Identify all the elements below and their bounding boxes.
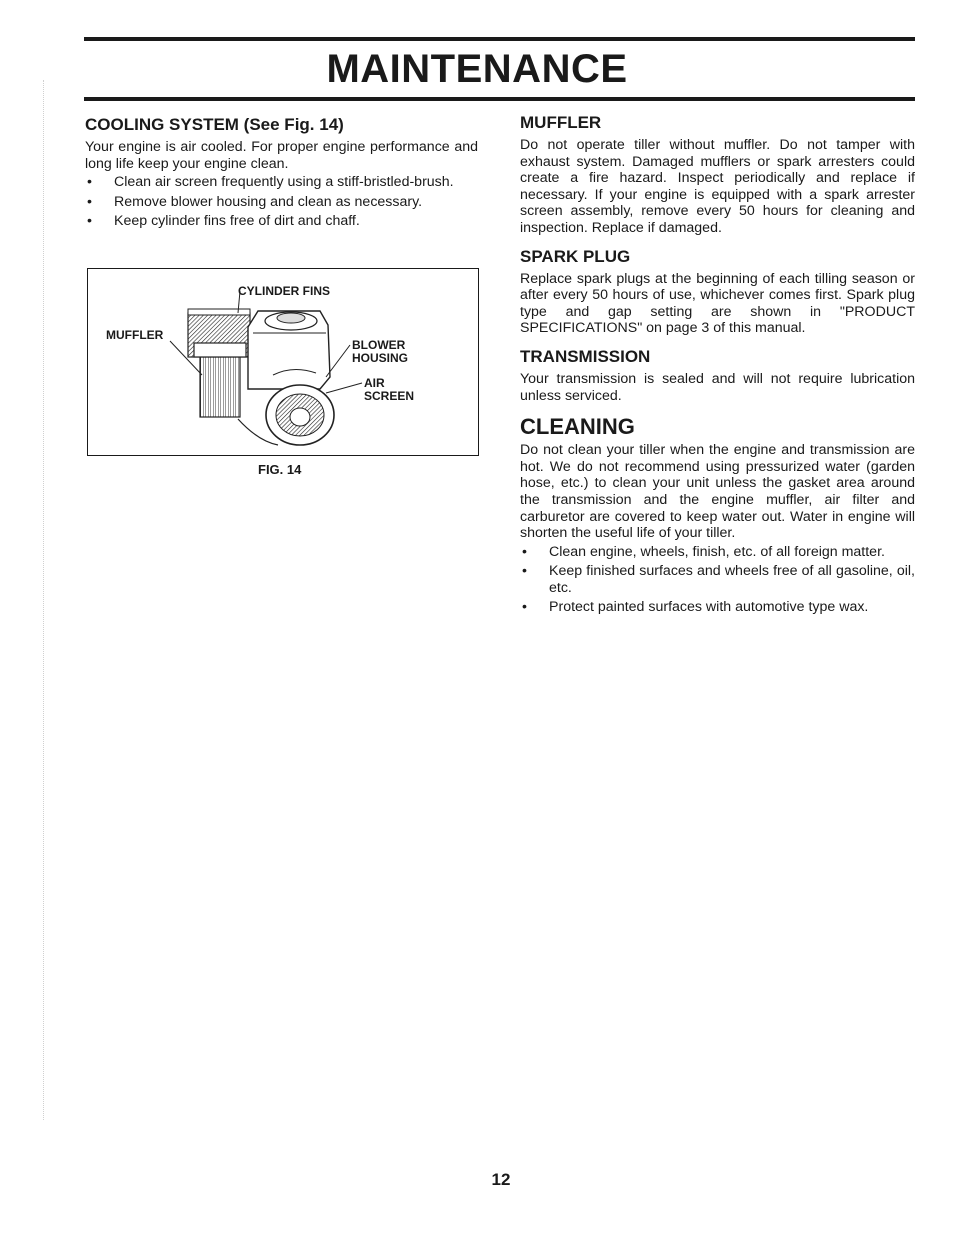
list-item: • Remove blower housing and clean as necessary. [87, 193, 423, 210]
cooling-system-list [85, 174, 478, 230]
header-rule-bottom [84, 97, 915, 101]
list-item: • Clean engine, wheels, finish, etc. of all foreign matter. [522, 543, 885, 560]
transmission-body: Your transmission is sealed and will not require lubrication unless serviced. [520, 370, 915, 404]
bullet-dot: • [522, 563, 527, 580]
bullet-dot: • [87, 193, 92, 210]
spark-plug-body: Replace spark plugs at the beginning of each tilling season or after every 50 hours of use, whichever comes first. Spark plug type and gap setting are shown in "PRODUCT SPECIFICATIONS" on page 3 of this manual. [520, 270, 915, 337]
leader-air-screen [326, 383, 362, 393]
cleaning-heading: CLEANING [520, 414, 635, 440]
muffler-section [520, 113, 915, 237]
transmission-section [520, 347, 915, 404]
muffler-heading: MUFFLER [520, 113, 602, 132]
list-item: • Protect painted surfaces with automotive type wax. [522, 599, 869, 616]
cleaning-list [520, 544, 915, 616]
label-cylinder-fins: CYLINDER FINS [238, 284, 331, 298]
cooling-system-section [85, 115, 478, 230]
blower-housing-part [248, 311, 330, 389]
scan-edge-artifact [43, 80, 45, 1120]
page-title: MAINTENANCE [326, 47, 628, 91]
muffler-part [194, 343, 246, 417]
spark-plug-section [520, 247, 915, 337]
bullet-dot: • [522, 599, 527, 616]
right-column [520, 113, 915, 624]
cooling-system-heading: COOLING SYSTEM (See Fig. 14) [85, 115, 344, 134]
bullet-dot: • [522, 543, 527, 560]
transmission-heading: TRANSMISSION [520, 346, 651, 366]
header-rule-top [84, 37, 915, 41]
bullet-dot: • [87, 174, 92, 191]
figure-caption: FIG. 14 [258, 462, 302, 477]
cooling-system-body: Your engine is air cooled. For proper engine performance and long life keep your engine clean. [85, 139, 478, 172]
cleaning-section [520, 414, 915, 616]
label-blower-housing: BLOWER HOUSING [352, 338, 409, 365]
left-column [85, 115, 478, 238]
label-muffler: MUFFLER [106, 328, 164, 342]
list-item: • Clean air screen frequently using a stiff-bristled-brush. [87, 174, 454, 191]
air-screen-part [238, 385, 334, 445]
bullet-dot: • [87, 213, 92, 230]
list-item: • Keep cylinder fins free of dirt and chaff. [87, 213, 360, 230]
cleaning-body: Do not clean your tiller when the engine and transmission are hot. We do not recommend using pressurized water (garden hose, etc.) to clean your unit unless the gasket area around the transmission and the engine muffler, air filter and carburetor are covered to keep water out. Water in engine will shorten the useful life of your tiller. [520, 442, 915, 542]
spark-plug-heading: SPARK PLUG [520, 246, 631, 266]
list-item: • Keep finished surfaces and wheels free of all gasoline, oil, etc. [522, 563, 915, 596]
page-number: 12 [491, 1170, 511, 1189]
engine-figure [87, 268, 479, 456]
muffler-body: Do not operate tiller without muffler. Do not tamper with exhaust system. Damaged mufflers or spark arresters could create a fire hazard. Inspect periodically and replace if necessary. If your engine is equipped with a spark arrester screen assembly, remove every 50 hours for cleaning and inspection. Replace if damaged. [520, 137, 915, 236]
label-air-screen: AIR SCREEN [364, 376, 415, 403]
